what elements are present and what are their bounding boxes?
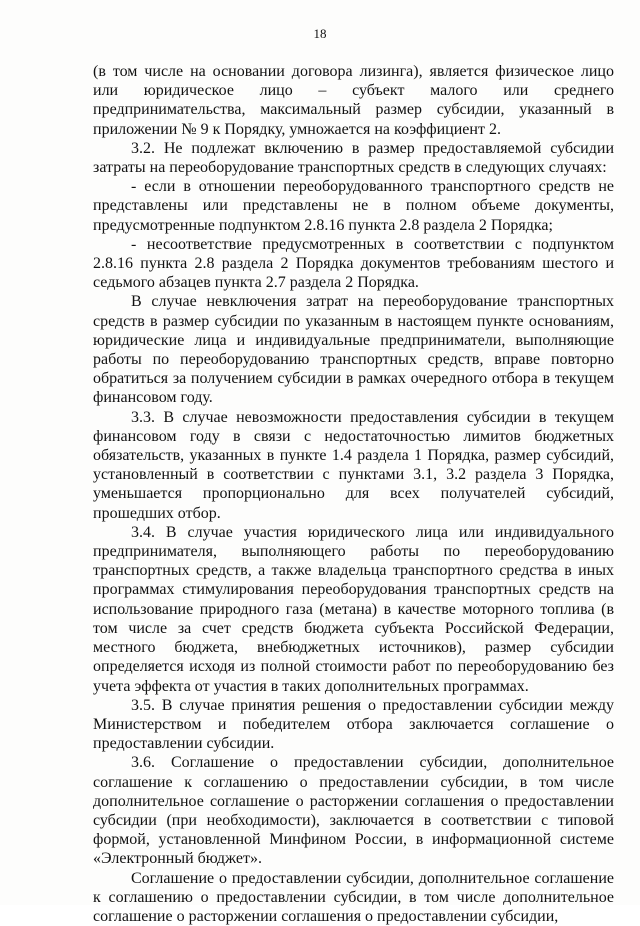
paragraph-3-3: 3.3. В случае невозможности предоставления субсидии в текущем финансовом году в связи с недостаточностью лимитов бюджетных обязательств, указанных в пункте 1.4 раздела 1 Порядка, размер субсидий, установленный в соответствии с пунктами 3.1, 3.2 раздела 3 Порядка, уменьшается пропорционально для всех получателей субсидий, прошедших отбор. <box>93 408 614 522</box>
list-item-document-mismatch: - несоответствие предусмотренных в соответствии с подпунктом 2.8.16 пункта 2.8 раздела 2 Порядка документов требованиям шестого и седьмого абзацев пункта 2.7 раздела 2 Порядка. <box>93 235 614 292</box>
page-number: 18 <box>313 26 327 41</box>
list-item-missing-documents: - если в отношении переоборудованного транспортного средств не представлены или представлены не в полном объеме документы, предусмотренные подпунктом 2.8.16 пункта 2.8 раздела 2 Порядка; <box>93 178 614 234</box>
paragraph-3-4: 3.4. В случае участия юридического лица или индивидуального предпринимателя, выполняющего работы по переоборудованию транспортных средств, а также владельца транспортного средства в иных программах стимулирования переоборудования транспортных средств на использование природного газа (метана) в качестве моторного топлива (в том числе за счет средств бюджета субъекта Российской Федерации, местного бюджета, внебюджетных источников), размер субсидии определяется исходя из полной стоимости работ по переоборудованию без учета эффекта от участия в таких дополнительных программах. <box>93 523 614 695</box>
paragraph-repeat-application: В случае невключения затрат на переоборудование транспортных средств в размер субсидии по указанным в настоящем пункте основаниям, юридические лица и индивидуальные предприниматели, выполняющие работы по переоборудованию транспортных средств, вправе повторно обратиться за получением субсидии в рамках очередного отбора в текущем финансовом году. <box>93 293 614 407</box>
document-body <box>93 62 614 926</box>
paragraph-agreement-continuation: Соглашение о предоставлении субсидии, дополнительное соглашение к соглашению о предоставлении субсидии, в том числе дополнительное соглашение о расторжении соглашения о предоставлении субсидии, <box>93 869 614 925</box>
paragraph-3-5: 3.5. В случае принятия решения о предоставлении субсидии между Министерством и победителем отбора заключается соглашение о предоставлении субсидии. <box>93 696 614 753</box>
paragraph-3-2: 3.2. Не подлежат включению в размер предоставляемой субсидии затраты на переоборудование транспортных средств в следующих случаях: <box>93 139 614 177</box>
paragraph-3-6: 3.6. Соглашение о предоставлении субсидии, дополнительное соглашение к соглашению о предоставлении субсидии, в том числе дополнительное соглашение о расторжении соглашения о предоставлении субсидии (при необходимости), заключается в соответствии с типовой формой, установленной Минфином России, в информационной системе «Электронный бюджет». <box>93 754 614 868</box>
paragraph-continuation: (в том числе на основании договора лизинга), является физическое лицо или юридическое лицо – субъект малого или среднего предпринимательства, максимальный размер субсидии, указанный в приложении № 9 к Порядку, умножается на коэффициент 2. <box>93 63 614 138</box>
